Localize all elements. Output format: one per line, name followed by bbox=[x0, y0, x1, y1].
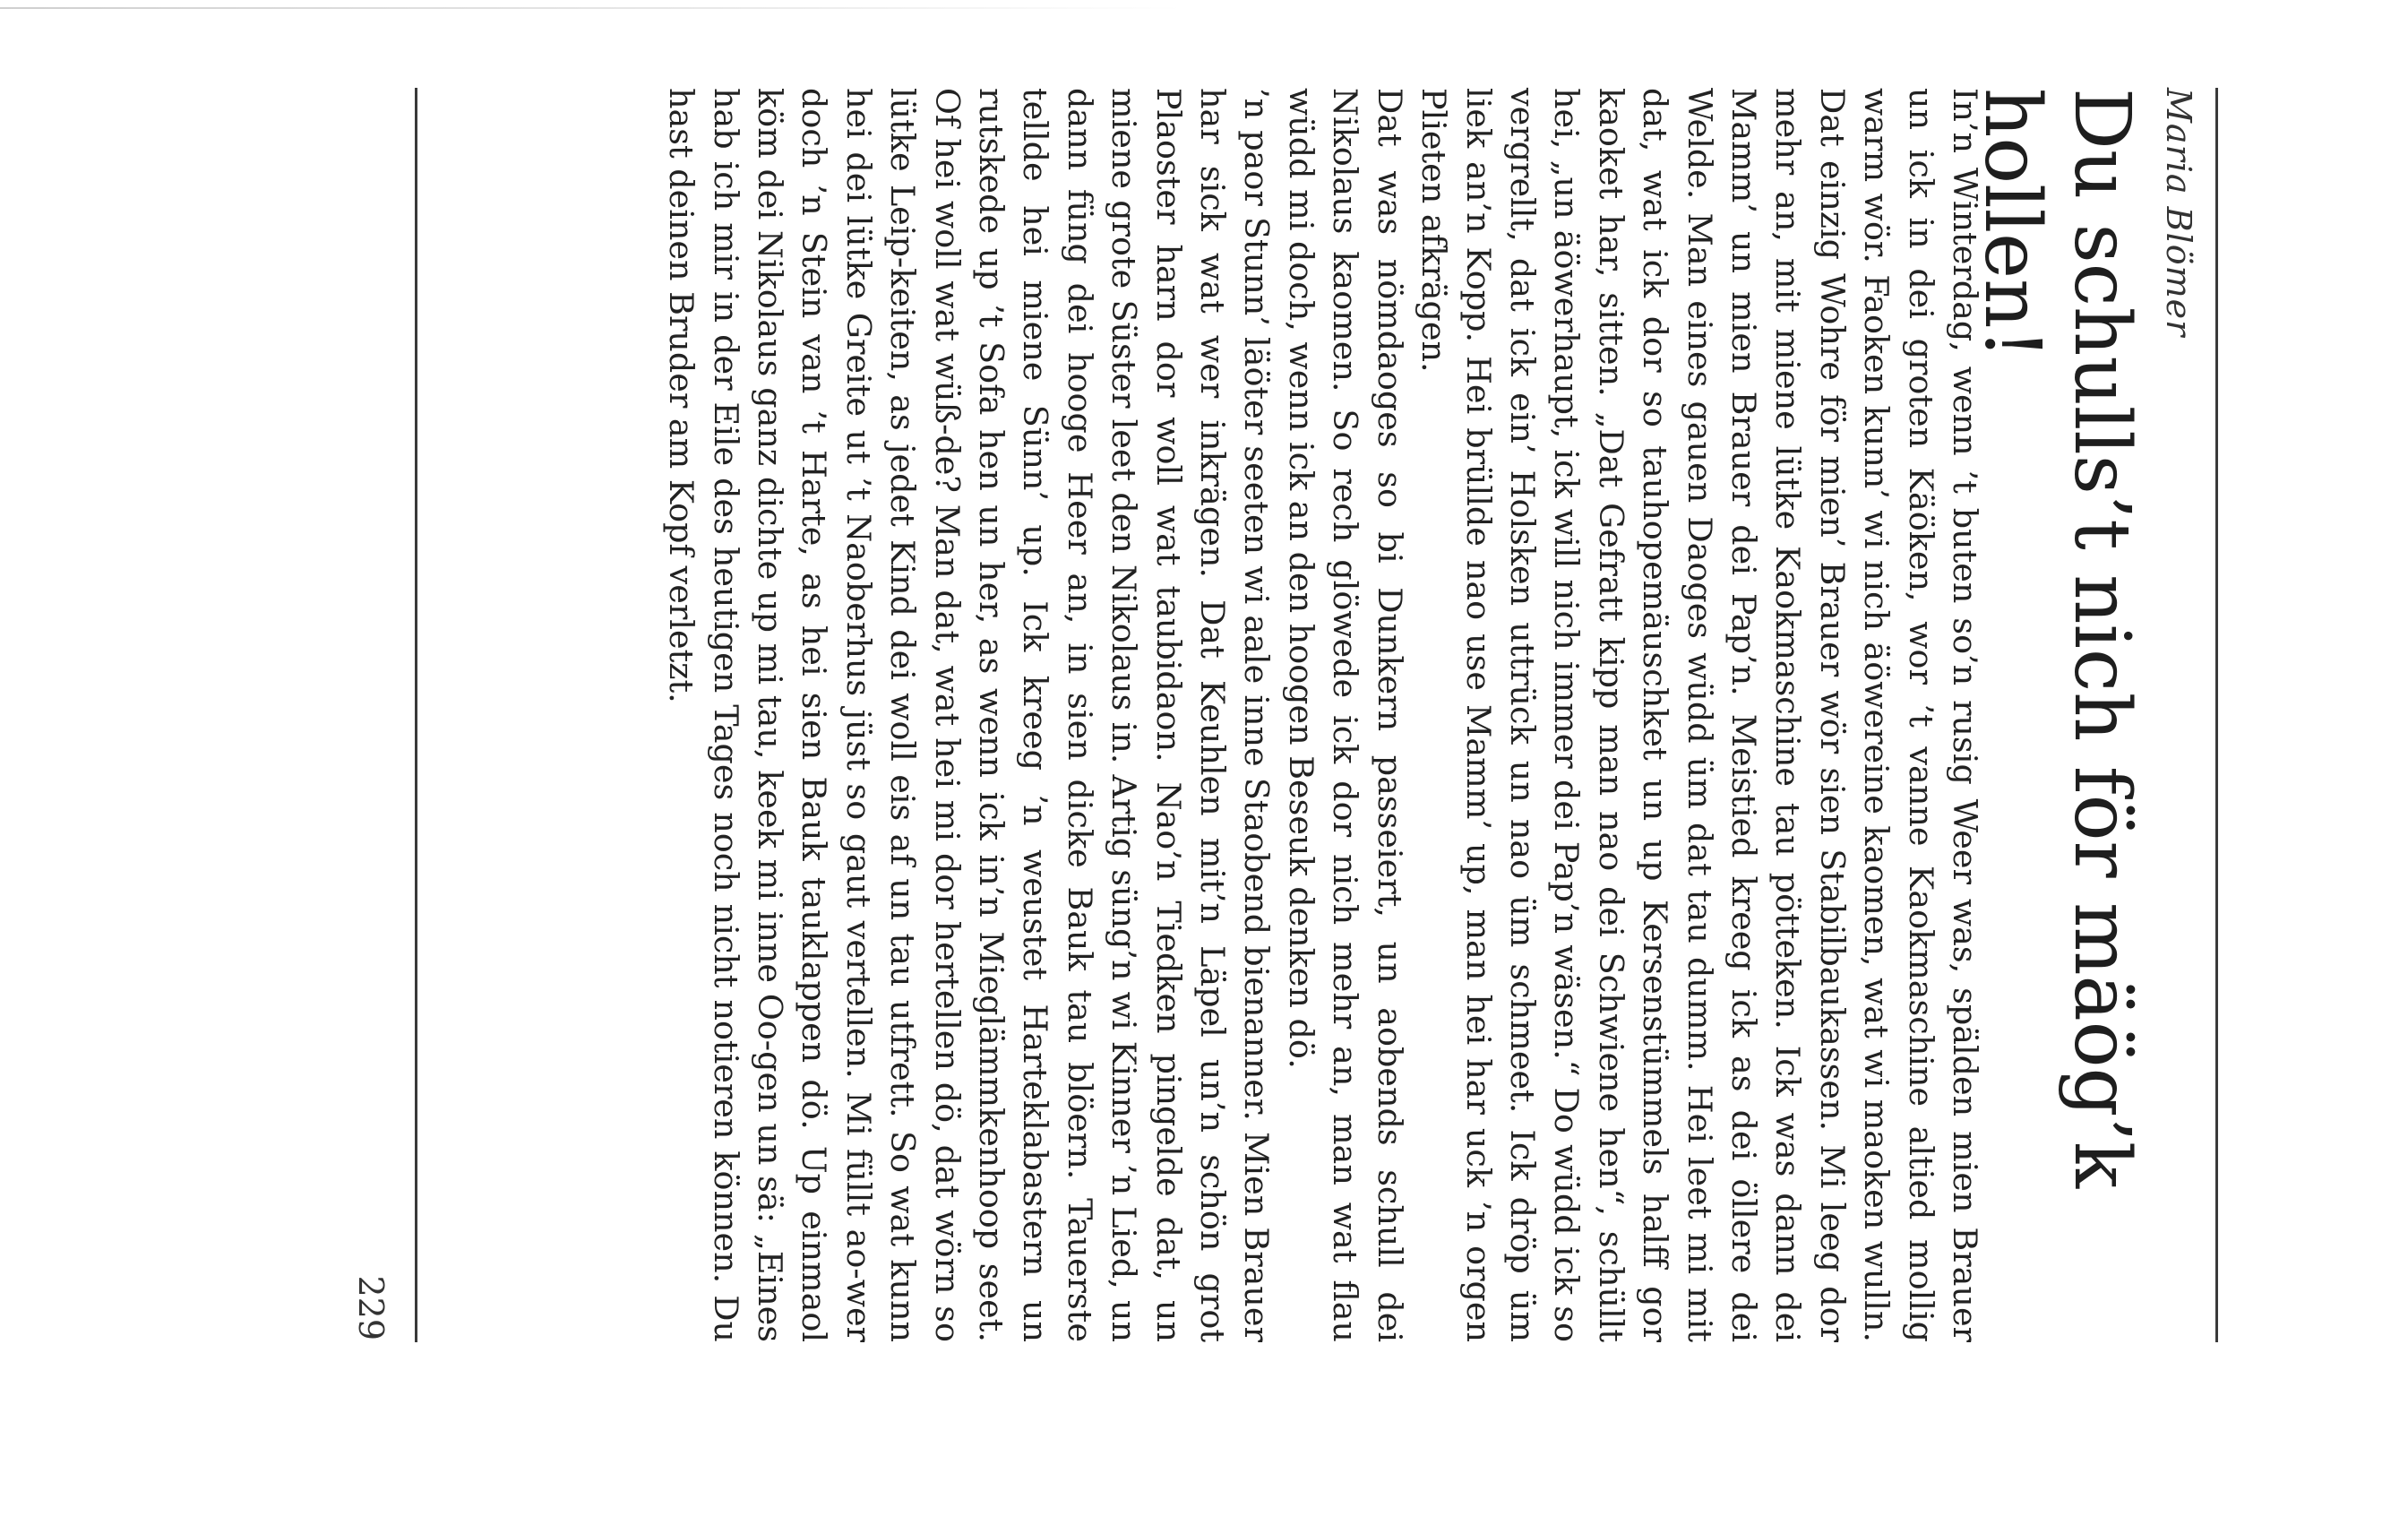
author-name: Maria Blömer bbox=[2159, 88, 2198, 338]
book-page bbox=[229, 88, 2218, 1342]
bottom-rule bbox=[415, 88, 417, 1342]
page-title: Du schulls’t nich för mäög’k hollen! bbox=[1967, 88, 2146, 1189]
paragraph: In’n Winterdag, wenn ’t buten so’n rusig Weer was, spälden mien Brauer un ick in dei groten Käöken, wor ’t vanne Kaokmaschine altied mollig warm wör. Faoken kunn’ wi nich äöwereine kaomen, wat wi maoken wulln. Dat einzig Wohre för mien’ Brauer wör sien Stabilbaukassen. Mi leeg dor mehr an, mit miene lütke Kaokmaschine tau pötteken. Ick was dann dei Mamm’ un mien Brauer dei Pap’n. Meistied kreeg ick as dei öllere dei Welde. Man eines gauen Daoges wüdd üm dat tau dumm. Hei leet mi mit dat, wat ick dor so tauhopemäuschket un up Kersenstümmels halff gor kaoket har, sitten. „Dat Gefratt kipp man nao dei Schwiene hen“, schüllt hei, „un äöwerhaupt, ick will nich immer dei Pap’n wäsen.“ Do wüdd ick so vergrellt, dat ick ein’ Holsken uttrück un nao üm schmeet. Ick dröp üm liek an’n Kopp. Hei brüllde nao use Mamm’ up, man hei har uck ’n orgen Plieten afkrägen. bbox=[1415, 88, 1984, 1342]
paragraph: ’n paor Stunn’ läöter seeten wi aale inne Staobend bienanner. Mien Brauer har sick wat wer inkrägen. Dat Keuhlen mit’n Läpel un’n schön grot Plaoster harn dor woll wat taubidaon. Nao’n Tiedken pingelde dat, un miene grote Süster leet den Nikolaus in. Artig süng’n wi Kinner ’n Lied, un dann füng dei hooge Heer an, in sien dicke Bauk tau blöern. Tauerste tellde hei miene Sünn’ up. Ick kreeg ’n weustet Harteklabastern un rutskede up ’t Sofa hen un her, as wenn ick in’n Mieglämmkenhoop seet. Of hei woll wat wüß-de? Man dat, wat hei mi dor hertellen dö, dat wörn so lütke Leip-keiten, as jedet Kind dei woll eis af un tau utfrett. So wat kunn hei dei lütke Greite ut ’t Naoberhus jüst so gaut vertellen. Mi füllt ao-wer doch ’n Stein van ’t Harte, as hei sien Bauk tauklappen dö. Up einmaol köm dei Nikolaus ganz dichte up mi tau, keek mi inne Oo-gen un sä: „Eines hab ich mir in der Eile des heutigen Tages noch nicht notieren können. Du hast deinen Bruder am Kopf verletzt. bbox=[662, 88, 1277, 1342]
paragraph: Dat was nömdaoges so bi Dunkern passeiert, un aobends schull dei Nikolaus kaomen. So rech glöwede ick dor nich mehr an, man wat flau wüdd mi doch, wenn ick an den hoogen Beseuk denken dö. bbox=[1281, 88, 1409, 1342]
body-text bbox=[659, 88, 1987, 1342]
scan-edge-line bbox=[0, 7, 1182, 9]
top-rule bbox=[2215, 88, 2218, 1342]
page-number: 229 bbox=[351, 1275, 391, 1340]
